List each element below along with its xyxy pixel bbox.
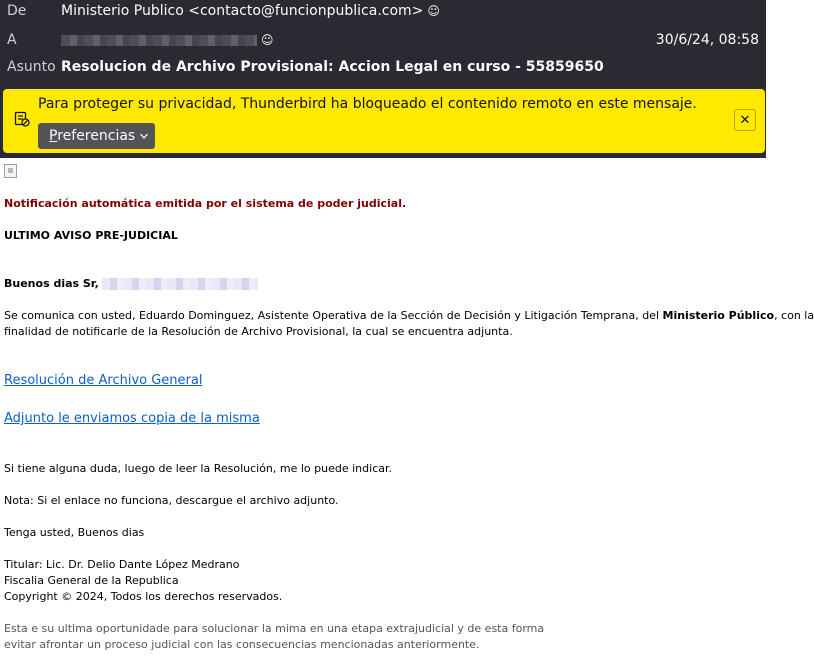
preferences-accesskey: P <box>49 128 58 144</box>
from-label: De <box>7 3 27 19</box>
notification-text: Para proteger su privacidad, Thunderbird ha bloqueado el contenido remoto en este mensaje. <box>38 96 697 112</box>
doubt-line: Si tiene alguna duda, luego de leer la Resolución, me lo puede indicar. <box>4 462 392 475</box>
subject-value: Resolucion de Archivo Provisional: Accion Legal en curso - 55859650 <box>61 59 604 75</box>
close-notification-button[interactable] <box>734 109 756 131</box>
from-row <box>0 0 766 22</box>
contact-icon[interactable]: ☺ <box>261 33 274 47</box>
contact-icon[interactable]: ☺ <box>427 4 440 18</box>
signature-copyright: Copyright © 2024, Todos los derechos reservados. <box>4 590 283 603</box>
paragraph-1 <box>4 308 814 324</box>
preferences-label <box>49 128 135 144</box>
paragraph-1-text: Se comunica con usted, Eduardo Dominguez, Asistente Operativa de la Sección de Decisión y Litigación Temprana, del <box>4 309 663 322</box>
from-address[interactable]: Ministerio Publico <contacto@funcionpublica.com> <box>61 3 424 19</box>
resolution-link-line <box>4 373 202 389</box>
to-row <box>0 29 766 51</box>
signature-titular: Titular: Lic. Dr. Delio Dante López Medrano <box>4 558 240 571</box>
attachment-link-line <box>4 411 260 427</box>
preferences-button[interactable] <box>38 123 155 149</box>
footer-line-1: Esta e su ultima oportunidade para solucionar la mima en una etapa extrajudicial y de esta forma <box>4 622 545 635</box>
note-line: Nota: Si el enlace no funciona, descargue el archivo adjunto. <box>4 494 339 507</box>
warning-heading: ULTIMO AVISO PRE-JUDICIAL <box>4 229 178 242</box>
redacted-name <box>102 278 258 290</box>
remote-content-notification <box>3 89 765 153</box>
preferences-label-rest: referencias <box>57 128 136 144</box>
to-value[interactable] <box>61 32 274 48</box>
greeting-line <box>4 276 258 292</box>
signature-office: Fiscalia General de la Republica <box>4 574 179 587</box>
close-icon: ✕ <box>739 112 751 128</box>
subject-row <box>0 56 766 78</box>
resolution-link[interactable]: Resolución de Archivo General <box>4 373 203 388</box>
from-value[interactable] <box>61 3 440 19</box>
footer-line-2: evitar afrontar un proceso judicial con las consecuencias mencionadas anteriormente. <box>4 638 480 651</box>
regards-line: Tenga usted, Buenos dias <box>4 526 145 539</box>
redacted-recipient <box>61 35 257 46</box>
message-date: 30/6/24, 08:58 <box>655 32 759 48</box>
chevron-down-icon <box>139 131 149 141</box>
broken-image-icon <box>4 164 17 178</box>
remote-content-icon <box>14 111 30 127</box>
paragraph-1-line-2: finalidad de notificarle de la Resolución de Archivo Provisional, la cual se encuentra adjunta. <box>4 325 513 338</box>
paragraph-1-tail: , con la <box>774 309 814 322</box>
ministerio-bold: Ministerio Público <box>662 309 775 322</box>
attachment-copy-link[interactable]: Adjunto le enviamos copia de la misma <box>4 411 260 426</box>
message-header <box>0 0 766 86</box>
to-label: A <box>7 32 17 48</box>
subject-label: Asunto <box>7 59 56 75</box>
greeting: Buenos dias Sr, <box>4 277 99 290</box>
auto-notice: Notificación automática emitida por el sistema de poder judicial. <box>4 197 407 210</box>
